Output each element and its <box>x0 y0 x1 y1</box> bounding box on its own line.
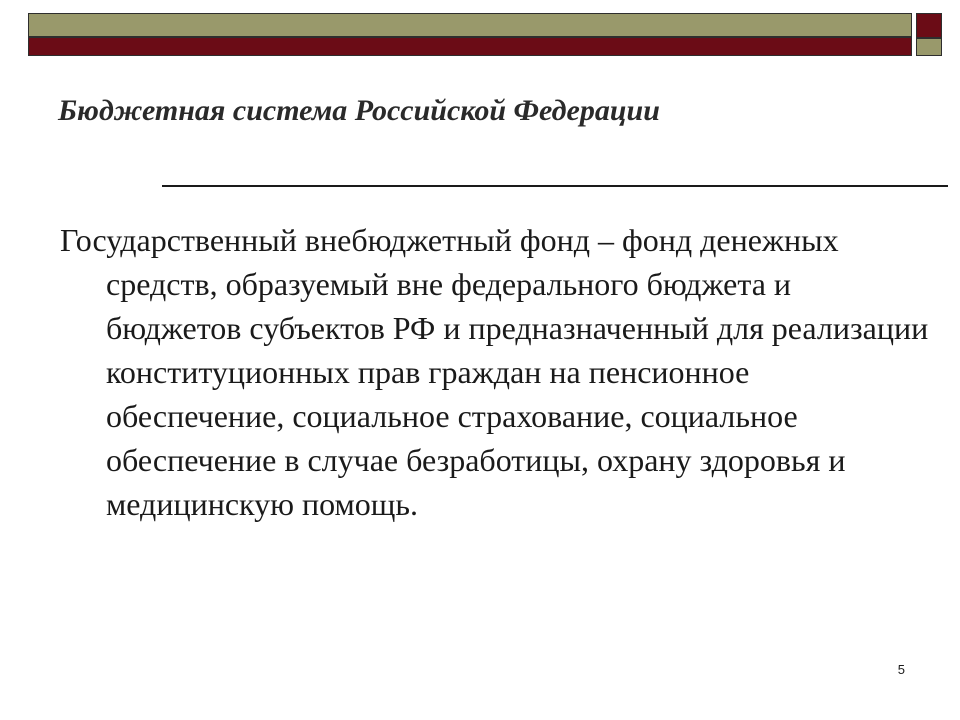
definition-paragraph: Государственный внебюджетный фонд – фонд денежных средств, образуемый вне федерального бюджета и бюджетов субъектов РФ и предназначенный для реализации конституционных прав граждан на пенсионное обеспечение, социальное страхование, социальное обеспечение в случае безработицы, охрану здоровья и медицинскую помощь. <box>60 222 929 522</box>
header-olive-bar <box>28 13 912 37</box>
header-corner-square-maroon <box>916 13 942 38</box>
slide-title: Бюджетная система Российской Федерации <box>58 94 660 127</box>
header-maroon-bar <box>28 37 912 56</box>
title-divider <box>162 185 948 187</box>
page-number: 5 <box>897 662 905 677</box>
header-corner-square-olive <box>916 38 942 56</box>
